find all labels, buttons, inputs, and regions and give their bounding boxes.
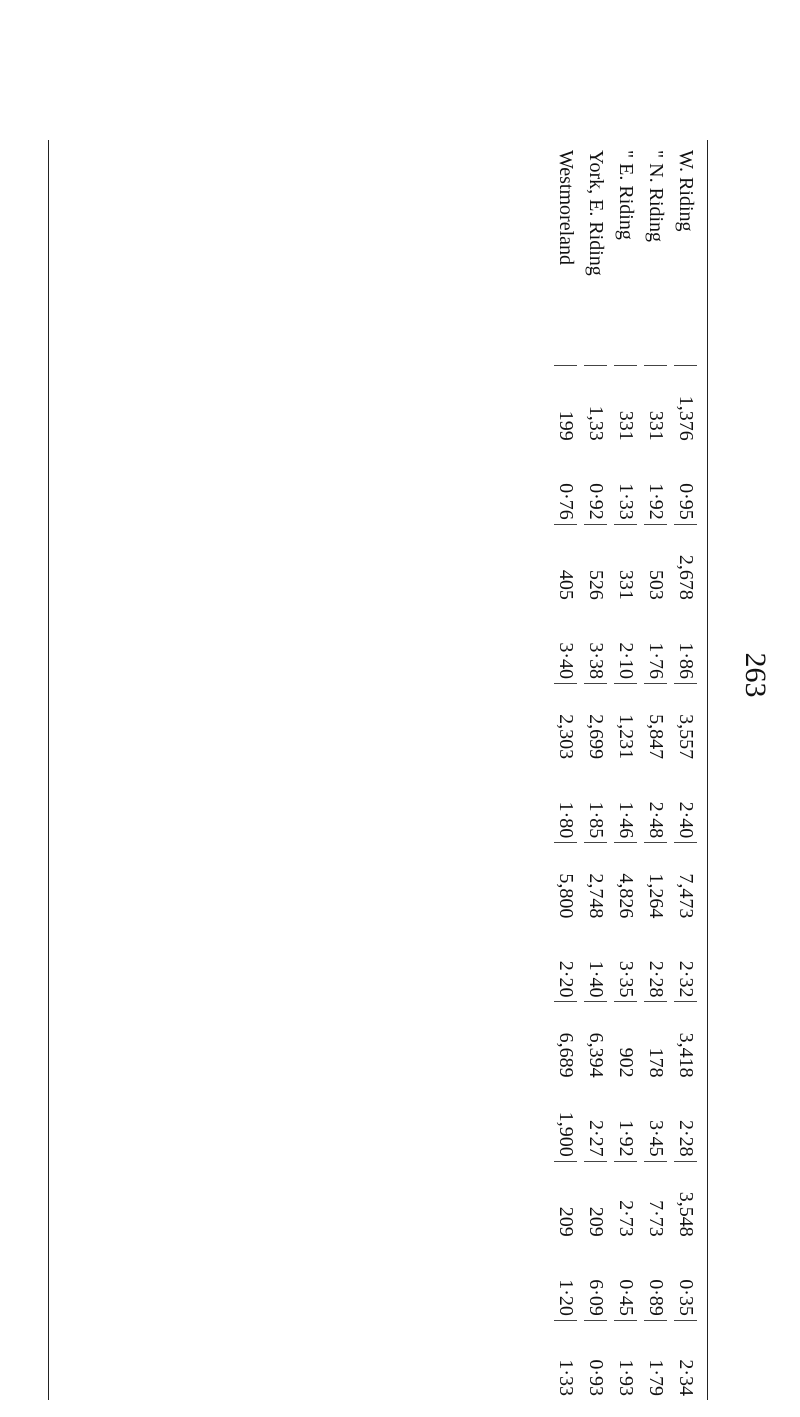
table-row (552, 140, 580, 1400)
table-cell: 3·45 (645, 1120, 668, 1157)
table-cell: 1,264 (645, 842, 668, 922)
county-name: " N. Riding (645, 150, 668, 243)
table-cell: 2,678 (675, 524, 698, 604)
table-cell: 2,699 (585, 683, 608, 763)
table-cell: 3·38 (585, 642, 608, 680)
table-cell: 1,376 (675, 365, 698, 445)
table-cell: 1·92 (615, 1120, 638, 1157)
table-cell: 0·93 (585, 1320, 608, 1400)
county-name: " E. Riding (615, 150, 638, 240)
table-cell: 1·85 (585, 801, 608, 839)
table-cell: 0·45 (615, 1279, 638, 1316)
table-cell: 1,900 (555, 1111, 578, 1157)
table-cell: 3,418 (675, 1001, 698, 1081)
county-name: York, E. Riding (585, 150, 608, 276)
table-cell: 0·76 (555, 483, 578, 520)
table-cell: 1·93 (615, 1320, 638, 1400)
table-row (612, 140, 640, 1400)
table-cell: 2·20 (555, 960, 578, 998)
table-cell: 2·34 (675, 1320, 698, 1400)
table-cell: 331 (645, 365, 668, 445)
table-cell: 1·40 (585, 960, 608, 998)
table-cell: 503 (645, 524, 668, 604)
table-cell: 1·80 (555, 801, 578, 839)
table-cell: 6·09 (585, 1279, 608, 1316)
table-cell: 331 (615, 524, 638, 604)
table-row (582, 140, 610, 1400)
table-cell: 2,303 (555, 683, 578, 763)
table-cell: 2,748 (585, 842, 608, 922)
table-cell: 2·28 (675, 1120, 698, 1157)
table-cell: 2·73 (615, 1161, 638, 1241)
county-name: Westmoreland (555, 150, 578, 266)
table-cell: 7,473 (675, 842, 698, 922)
table-cell: 209 (555, 1161, 578, 1241)
table-cell: 7·73 (645, 1161, 668, 1241)
table-cell: 3·40 (555, 642, 578, 680)
table-cell: 0·95 (675, 483, 698, 520)
county-name: W. Riding (675, 150, 698, 232)
table-cell: 199 (555, 365, 578, 445)
table-cell: 0·92 (585, 483, 608, 520)
table-cell: 6,394 (585, 1001, 608, 1081)
table-cell: 2·27 (585, 1120, 608, 1157)
table-cell: 2·48 (645, 801, 668, 839)
table-cell: 0·35 (675, 1279, 698, 1316)
table-cell: 902 (615, 1001, 638, 1081)
table-cell: 1,231 (615, 683, 638, 763)
table-cell: 2·32 (675, 960, 698, 998)
table-cell: 4,826 (615, 842, 638, 922)
table-cell: 1,33 (585, 365, 608, 445)
table-cell: 2·40 (675, 801, 698, 839)
table-cell: 1·76 (645, 642, 668, 680)
table-cell: 1·33 (615, 483, 638, 520)
table-cell: 5,847 (645, 683, 668, 763)
table-cell: 1·79 (645, 1320, 668, 1400)
table-cell: 405 (555, 524, 578, 604)
table-cell: 6,689 (555, 1001, 578, 1081)
table-cell: 526 (585, 524, 608, 604)
statistics-table (48, 140, 708, 1400)
table-cell: 178 (645, 1001, 668, 1081)
table-cell: 2·10 (615, 642, 638, 680)
table-cell: 1·46 (615, 801, 638, 839)
table-cell: 2·28 (645, 960, 668, 998)
page-number: 263 (739, 652, 772, 698)
table-cell: 0·89 (645, 1279, 668, 1316)
table-cell: 1·33 (555, 1320, 578, 1400)
table-row (672, 140, 700, 1400)
table-cell: 5,800 (555, 842, 578, 922)
table-cell: 1·20 (555, 1279, 578, 1316)
table-cell: 1·92 (645, 483, 668, 520)
table-cell: 3·35 (615, 960, 638, 998)
table-cell: 209 (585, 1161, 608, 1241)
table-cell: 3,557 (675, 683, 698, 763)
table-row (642, 140, 670, 1400)
table-cell: 331 (615, 365, 638, 445)
table-cell: 1·86 (675, 642, 698, 680)
table-cell: 3,548 (675, 1161, 698, 1241)
